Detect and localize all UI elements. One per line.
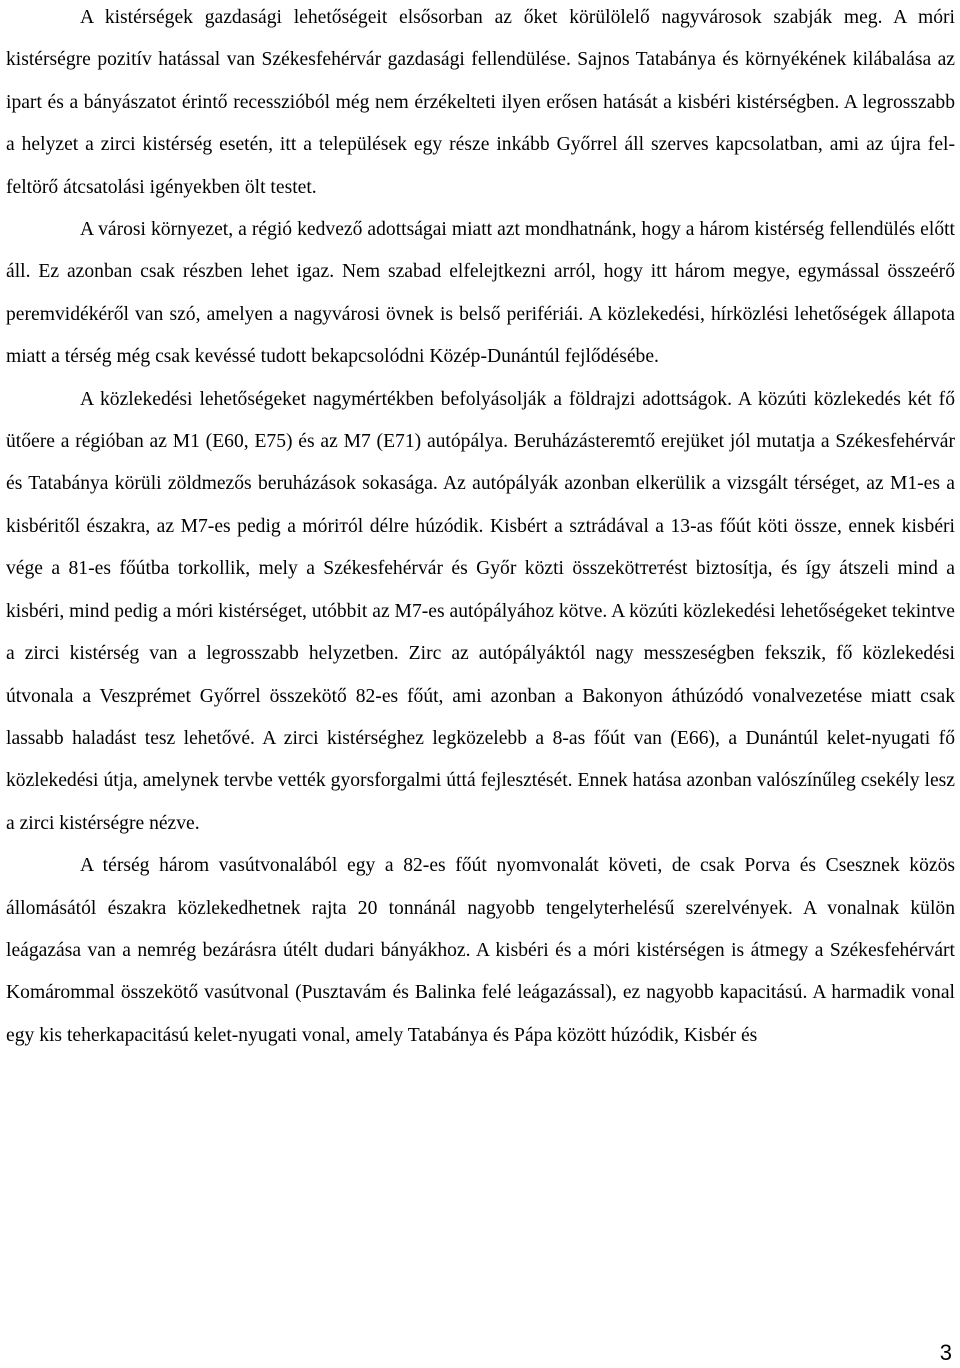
paragraph-kistersegek: A kistérségek gazdasági lehetőségeit elsősorban az őket körülölelő nagyvárosok szabják meg. A móri kistérségre pozitív hatással van Székesfehérvár gazdasági fellendülése. Sajnos Tatabánya és környékének kilábalása az ipart és a bányászatot érintő recesszióból még nem érzékelteti ilyen erősen hatását a kisbéri kistérségben. A legrosszabb a helyzet a zirci kistérség esetén, itt a települések egy része inkább Győrrel áll szerves kapcsolatban, ami az újra fel-feltörő átcsatolási igényekben ölt testet. (6, 7, 955, 198)
paragraph-varosi-kornyezet: A városi környezet, a régió kedvező adottságai miatt azt mondhatnánk, hogy a három kistérség fellendülés előtt áll. Ez azonban csak részben lehet igaz. Nem szabad elfelejtkezni arról, hogy itt három megye, egymással összeérő peremvidékéről van szó, amelyen a nagyvárosi övnek is belső perifériái. A közlekedési, hírközlési lehetőségek állapota miatt a térség még csak kevéssé tudott bekapcsolódni Közép-Dunántúl fejlődésébe. (6, 219, 955, 368)
body-text (6, 0, 955, 1057)
paragraph-vasutvonalak: A térség három vasútvonalából egy a 82-es főút nyomvonalát követi, de csak Porva és Csesznek közös állomásától északra közlekedhetnek rajta 20 tonnánál nagyobb tengelyterhelésű szerelvények. A vonalnak külön leágazása van a nemrég bezárásra útélt dudari bányákhoz. A kisbéri és a móri kistérségen is átmegy a Székesfehérvárt Komárommal összekötő vasútvonal (Pusztavám és Balinka felé leágazással), ez nagyobb kapacitású. A harmadik vonal egy kis teherkapacitású kelet-nyugati vonal, amely Tatabánya és Pápa között húzódik, Kisbér és (6, 855, 955, 1046)
page-number: 3 (939, 1340, 952, 1365)
paragraph-kozlekedesi-lehetosegek: A közlekedési lehetőségeket nagymértékben befolyásolják a földrajzi adottságok. A közúti közlekedés két fő ütőere a régióban az M1 (E60, E75) és az M7 (E71) autópálya. Beruházásteremtő erejüket jól mutatja a Székesfehérvár és Tatabánya körüli zöldmezős beruházások sokasága. Az autópályák azonban elkerülik a vizsgált térséget, az M1-es a kisbéritől északra, az M7-es pedig a mórітól délre húzódik. Kisbért a sztrádával a 13-as főút köti össze, ennek kisbéri vége a 81-es főútba torkollik, mely a Székesfehérvár és Győr közti összekötтетést biztosítja, és így átszeli mind a kisbéri, mind pedig a móri kistérséget, utóbbit az M7-es autópályához kötve. A közúti közlekedési lehetőségeket tekintve a zirci kistérség van a legrosszabb helyzetben. Zirc az autópályáktól nagy messzeségben fekszik, fő közlekedési útvonala a Veszprémet Győrrel összekötő 82-es főút, ami azonban a Bakonyon áthúzódó vonalvezetése miatt csak lassabb haladást tesz lehetővé. A zirci kistérséghez legközelebb a 8-as főút van (E66), a Dunántúl kelet-nyugati fő közlekedési útja, amelynek tervbe vették gyorsforgalmi úttá fejlesztését. Ennek hatása azonban valószínűleg csekély lesz a zirci kistérségre nézve. (6, 388, 955, 834)
